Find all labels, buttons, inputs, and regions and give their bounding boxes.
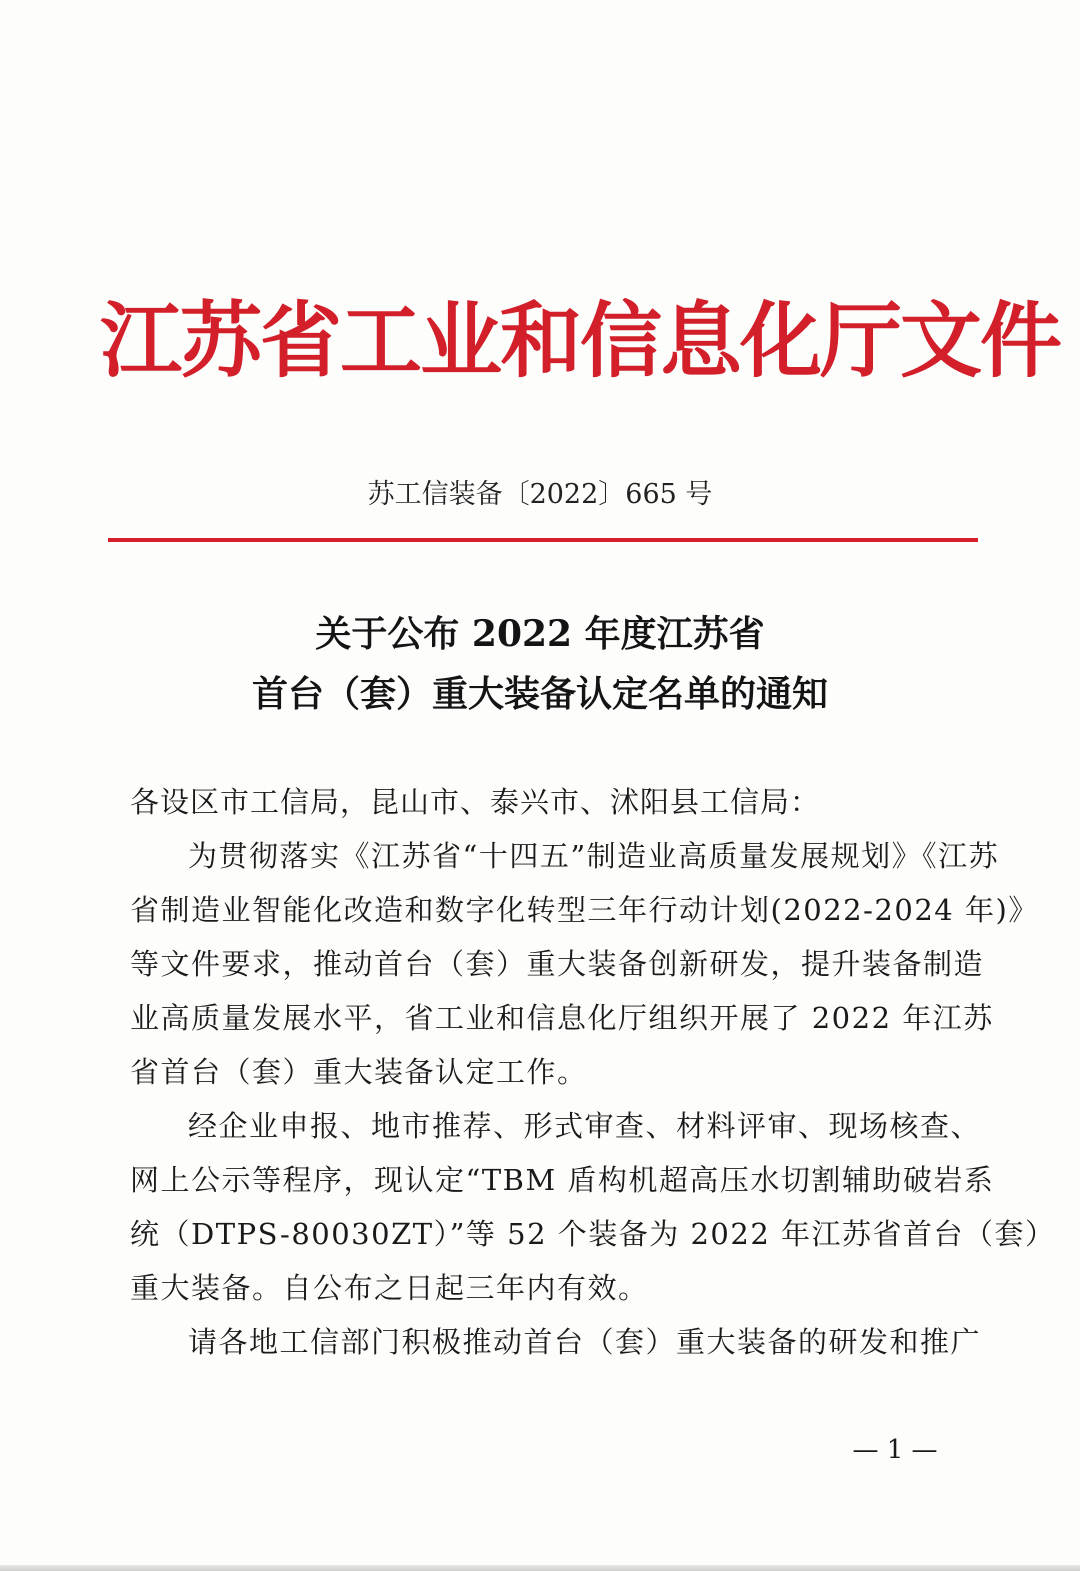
- scan-bottom-edge: [0, 1565, 1080, 1571]
- paragraph-line: 统（DTPS-80030ZT）”等 52 个装备为 2022 年江苏省首台（套）: [130, 1217, 1056, 1251]
- paragraph-3: [130, 1315, 982, 1369]
- page-number: — 1 —: [852, 1435, 938, 1465]
- paragraph-1: [130, 829, 1039, 1099]
- notice-body: [130, 775, 1056, 1369]
- paragraph-line: 业高质量发展水平，省工业和信息化厅组织开展了 2022 年江苏: [130, 1001, 994, 1035]
- paragraph-line: 为贯彻落实《江苏省“十四五”制造业高质量发展规划》《江苏: [188, 839, 1000, 873]
- document-number: 苏工信装备〔2022〕665 号: [367, 479, 713, 510]
- paragraph-line: 省制造业智能化改造和数字化转型三年行动计划(2022-2024 年)》: [130, 893, 1039, 927]
- paragraph-line: 等文件要求，推动首台（套）重大装备创新研发，提升装备制造: [130, 947, 985, 981]
- notice-title: [0, 604, 1080, 724]
- paragraph-line: 请各地工信部门积极推动首台（套）重大装备的研发和推广: [188, 1325, 982, 1359]
- paragraph-2: [130, 1099, 1056, 1315]
- salutation: 各设区市工信局，昆山市、泰兴市、沭阳县工信局：: [130, 785, 821, 819]
- notice-title-line-1: 关于公布 2022 年度江苏省: [315, 613, 765, 655]
- document-masthead: 江苏省工业和信息化厅文件: [100, 294, 1061, 389]
- paragraph-line: 省首台（套）重大装备认定工作。: [130, 1055, 588, 1089]
- paragraph-line: 网上公示等程序，现认定“TBM 盾构机超高压水切割辅助破岩系: [130, 1163, 995, 1197]
- red-divider-line: [108, 538, 978, 542]
- paragraph-line: 经企业申报、地市推荐、形式审查、材料评审、现场核查、: [188, 1109, 982, 1143]
- notice-title-line-2: 首台（套）重大装备认定名单的通知: [251, 673, 828, 715]
- paragraph-line: 重大装备。自公布之日起三年内有效。: [130, 1271, 649, 1305]
